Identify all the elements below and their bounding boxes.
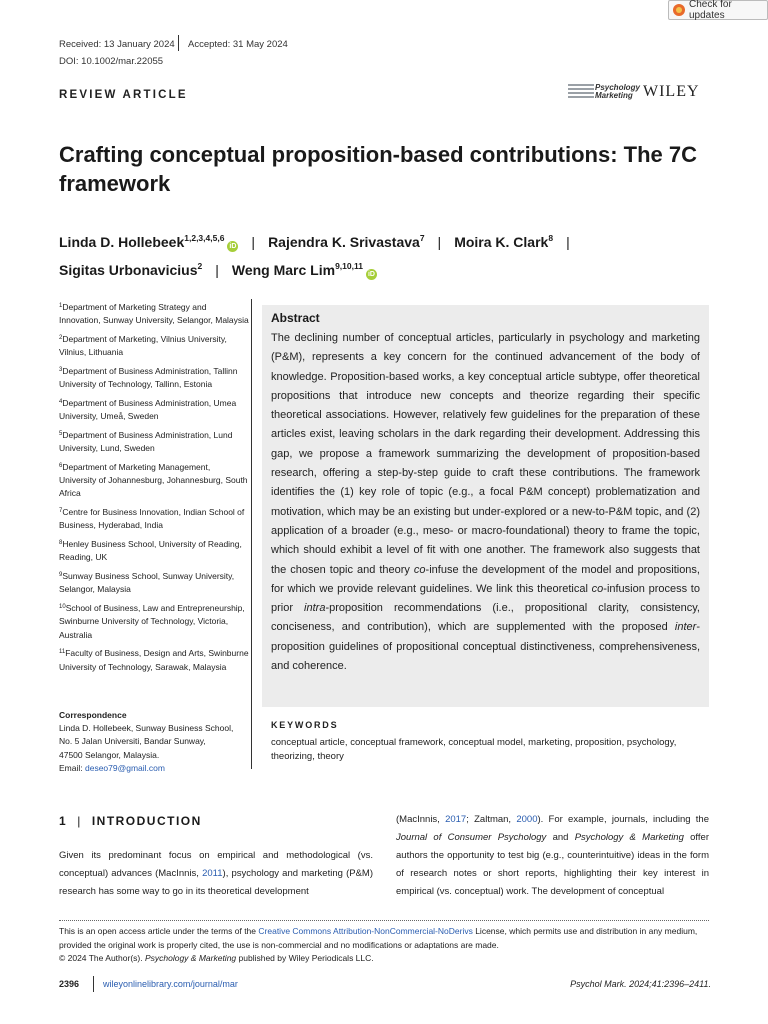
footnote-divider <box>59 920 709 921</box>
received-date: Received: 13 January 2024 <box>59 39 175 50</box>
publisher-logo: WILEY <box>643 83 700 100</box>
affiliation-item: $^6$Department of Marketing Management, University of Johannesburg, Johannesburg, South Africa <box>59 462 248 499</box>
abstract-heading: Abstract <box>271 311 320 325</box>
crossmark-icon <box>673 4 685 16</box>
correspondence-line: 47500 Selangor, Malaysia. <box>59 749 160 760</box>
column-divider <box>251 299 252 769</box>
body-text-left: Given its predominant focus on empirical and methodological (vs. conceptual) advances (MacInnis, 2011), psychology and marketing (P&M) research has some way to go in its theoretical development <box>59 850 373 897</box>
article-title: Crafting conceptual proposition-based contributions: The 7C framework <box>59 142 698 196</box>
license-link[interactable]: Creative Commons Attribution-NonCommercial-NoDerivs <box>258 926 473 936</box>
affiliation-item: $^4$Department of Business Administration, Umea University, Umeå, Sweden <box>59 398 237 422</box>
author-list: Linda D. Hollebeek$^{1,2,3,4,5,6}$iD | Rajendra K. Srivastava$^7$ | Moira K. Clark$^8$ | Sigitas Urbonavicius$^2$ | Weng Marc Lim$^{9,10,11}$iD <box>59 233 570 278</box>
affiliation-item: $^1$Department of Marketing Strategy and Innovation, Sunway University, Selangor, Malaysia <box>59 302 249 326</box>
correspondence <box>59 709 249 775</box>
keywords-heading: KEYWORDS <box>271 720 339 730</box>
journal-logo-stripes-icon <box>568 84 594 100</box>
author-name[interactable]: Moira K. Clark <box>454 234 549 250</box>
abstract-text: The declining number of conceptual articles, particularly in psychology and marketing (P&M), represents a key concern for the continued advancement of the body of knowledge. Proposition-based works, a key conceptual article subtype, offer theoretical propositions that introduce new concepts and theorize regarding their specific theoretical associations. However, relatively few guidelines for the preparation of these articles exist, leaving scholars in the dark regarding their development. Addressing this gap, we propose a framework summarizing the development of proposition-based research, offering a step-by-step guide to craft these contributions. The framework identifies the (1) key role of topic (e.g., a focal P&M concept) problematization and motivation, which may be an existing but under-explored or a new-to-P&M topic, and (2) application of a broader (e.g., meso- or macro-foundational) theory to frame the topic, which should exhibit a level of fit with one another. The framework also suggests that the chosen topic and theory co-infuse the development of the model and propositions, for which we provide relevant guidelines. We link this theoretical co-infusion process to prior intra-proposition recommendations (i.e., propositional clarity, consistency, conciseness, and contribution), which are supplemented with the proposed inter-proposition guidelines of propositional conceptual distinctiveness, comprehensiveness, and coherence. <box>271 332 700 673</box>
section-heading: 1 | INTRODUCTION <box>59 814 202 828</box>
keywords-text: conceptual article, conceptual framework, conceptual model, marketing, proposition, psychology, theorizing, theory <box>271 737 677 762</box>
journal-logo <box>568 82 710 102</box>
journal-logo-text: Psychology Marketing <box>595 83 640 100</box>
affiliation-item: $^9$Sunway Business School, Sunway University, Selangor, Malaysia <box>59 571 235 595</box>
page-number: 2396 <box>59 979 80 989</box>
author-name[interactable]: Weng Marc Lim <box>231 262 336 278</box>
citation-link[interactable]: 2000 <box>516 814 538 825</box>
check-for-updates-label: Check for updates <box>689 0 732 21</box>
correspondence-line: No. 5 Jalan Universiti, Bandar Sunway, <box>59 736 206 747</box>
author-name[interactable]: Sigitas Urbonavicius <box>59 262 198 278</box>
correspondence-line: Linda D. Hollebeek, Sunway Business School, <box>59 723 234 734</box>
affiliation-item: $^5$Department of Business Administration, Lund University, Lund, Sweden <box>59 430 233 454</box>
affiliation-item: $^7$Centre for Business Innovation, Indian School of Business, Hyderabad, India <box>59 507 245 531</box>
doi: DOI: 10.1002/mar.22055 <box>59 56 164 67</box>
correspondence-email-line: Email: deseo79@gmail.com <box>59 762 165 773</box>
affiliation-item: $^{11}$Faculty of Business, Design and Arts, Swinburne University of Technology, Sarawak, Malaysia <box>59 648 249 672</box>
article-type: REVIEW ARTICLE <box>59 89 188 101</box>
header-divider <box>178 35 179 51</box>
affiliation-item: $^2$Department of Marketing, Vilnius University, Vilnius, Lithuania <box>59 334 227 358</box>
author-name[interactable]: Rajendra K. Srivastava <box>268 234 420 250</box>
body-text-right: (MacInnis, 2017; Zaltman, 2000). For example, journals, including the Journal of Consumer Psychology and Psychology & Marketing offer authors the opportunity to test big (e.g., counterintuitive) ideas in the form of research notes or short reports, highlighting their key interest in empirical (vs. conceptual) work. The development of conceptual <box>396 814 709 897</box>
orcid-icon[interactable]: iD <box>367 271 375 278</box>
affiliation-item: $^8$Henley Business School, University of Reading, Reading, UK <box>59 539 242 563</box>
orcid-icon[interactable]: iD <box>229 243 237 250</box>
footer-divider <box>93 976 94 992</box>
author-name[interactable]: Linda D. Hollebeek <box>59 234 185 250</box>
license-text: This is an open access article under the terms of the Creative Commons Attribution-NonCommercial-NoDerivs License, which permits use and distribution in any medium, provided the original work is properly cited, the use is non-commercial and no modifications or adaptations are made. © 2024 The Author(s). Psychology & Marketing published by Wiley Periodicals LLC. <box>59 926 698 963</box>
affiliation-item: $^{10}$School of Business, Law and Entrepreneurship, Swinburne University of Technology, Victoria, Australia <box>59 603 245 640</box>
citation-link[interactable]: 2017 <box>445 814 467 825</box>
accepted-date: Accepted: 31 May 2024 <box>188 39 288 50</box>
email-link[interactable]: deseo79@gmail.com <box>85 762 165 773</box>
journal-citation: Psychol Mark. 2024;41:2396–2411. <box>570 979 711 989</box>
check-for-updates-button[interactable] <box>668 0 768 20</box>
correspondence-heading: Correspondence <box>59 710 127 720</box>
affiliations <box>59 300 249 678</box>
citation-link[interactable]: 2011 <box>202 868 223 879</box>
journal-url-link[interactable]: wileyonlinelibrary.com/journal/mar <box>103 979 238 989</box>
affiliation-item: $^3$Department of Business Administration, Tallinn University of Technology, Tallinn, Estonia <box>59 366 238 390</box>
